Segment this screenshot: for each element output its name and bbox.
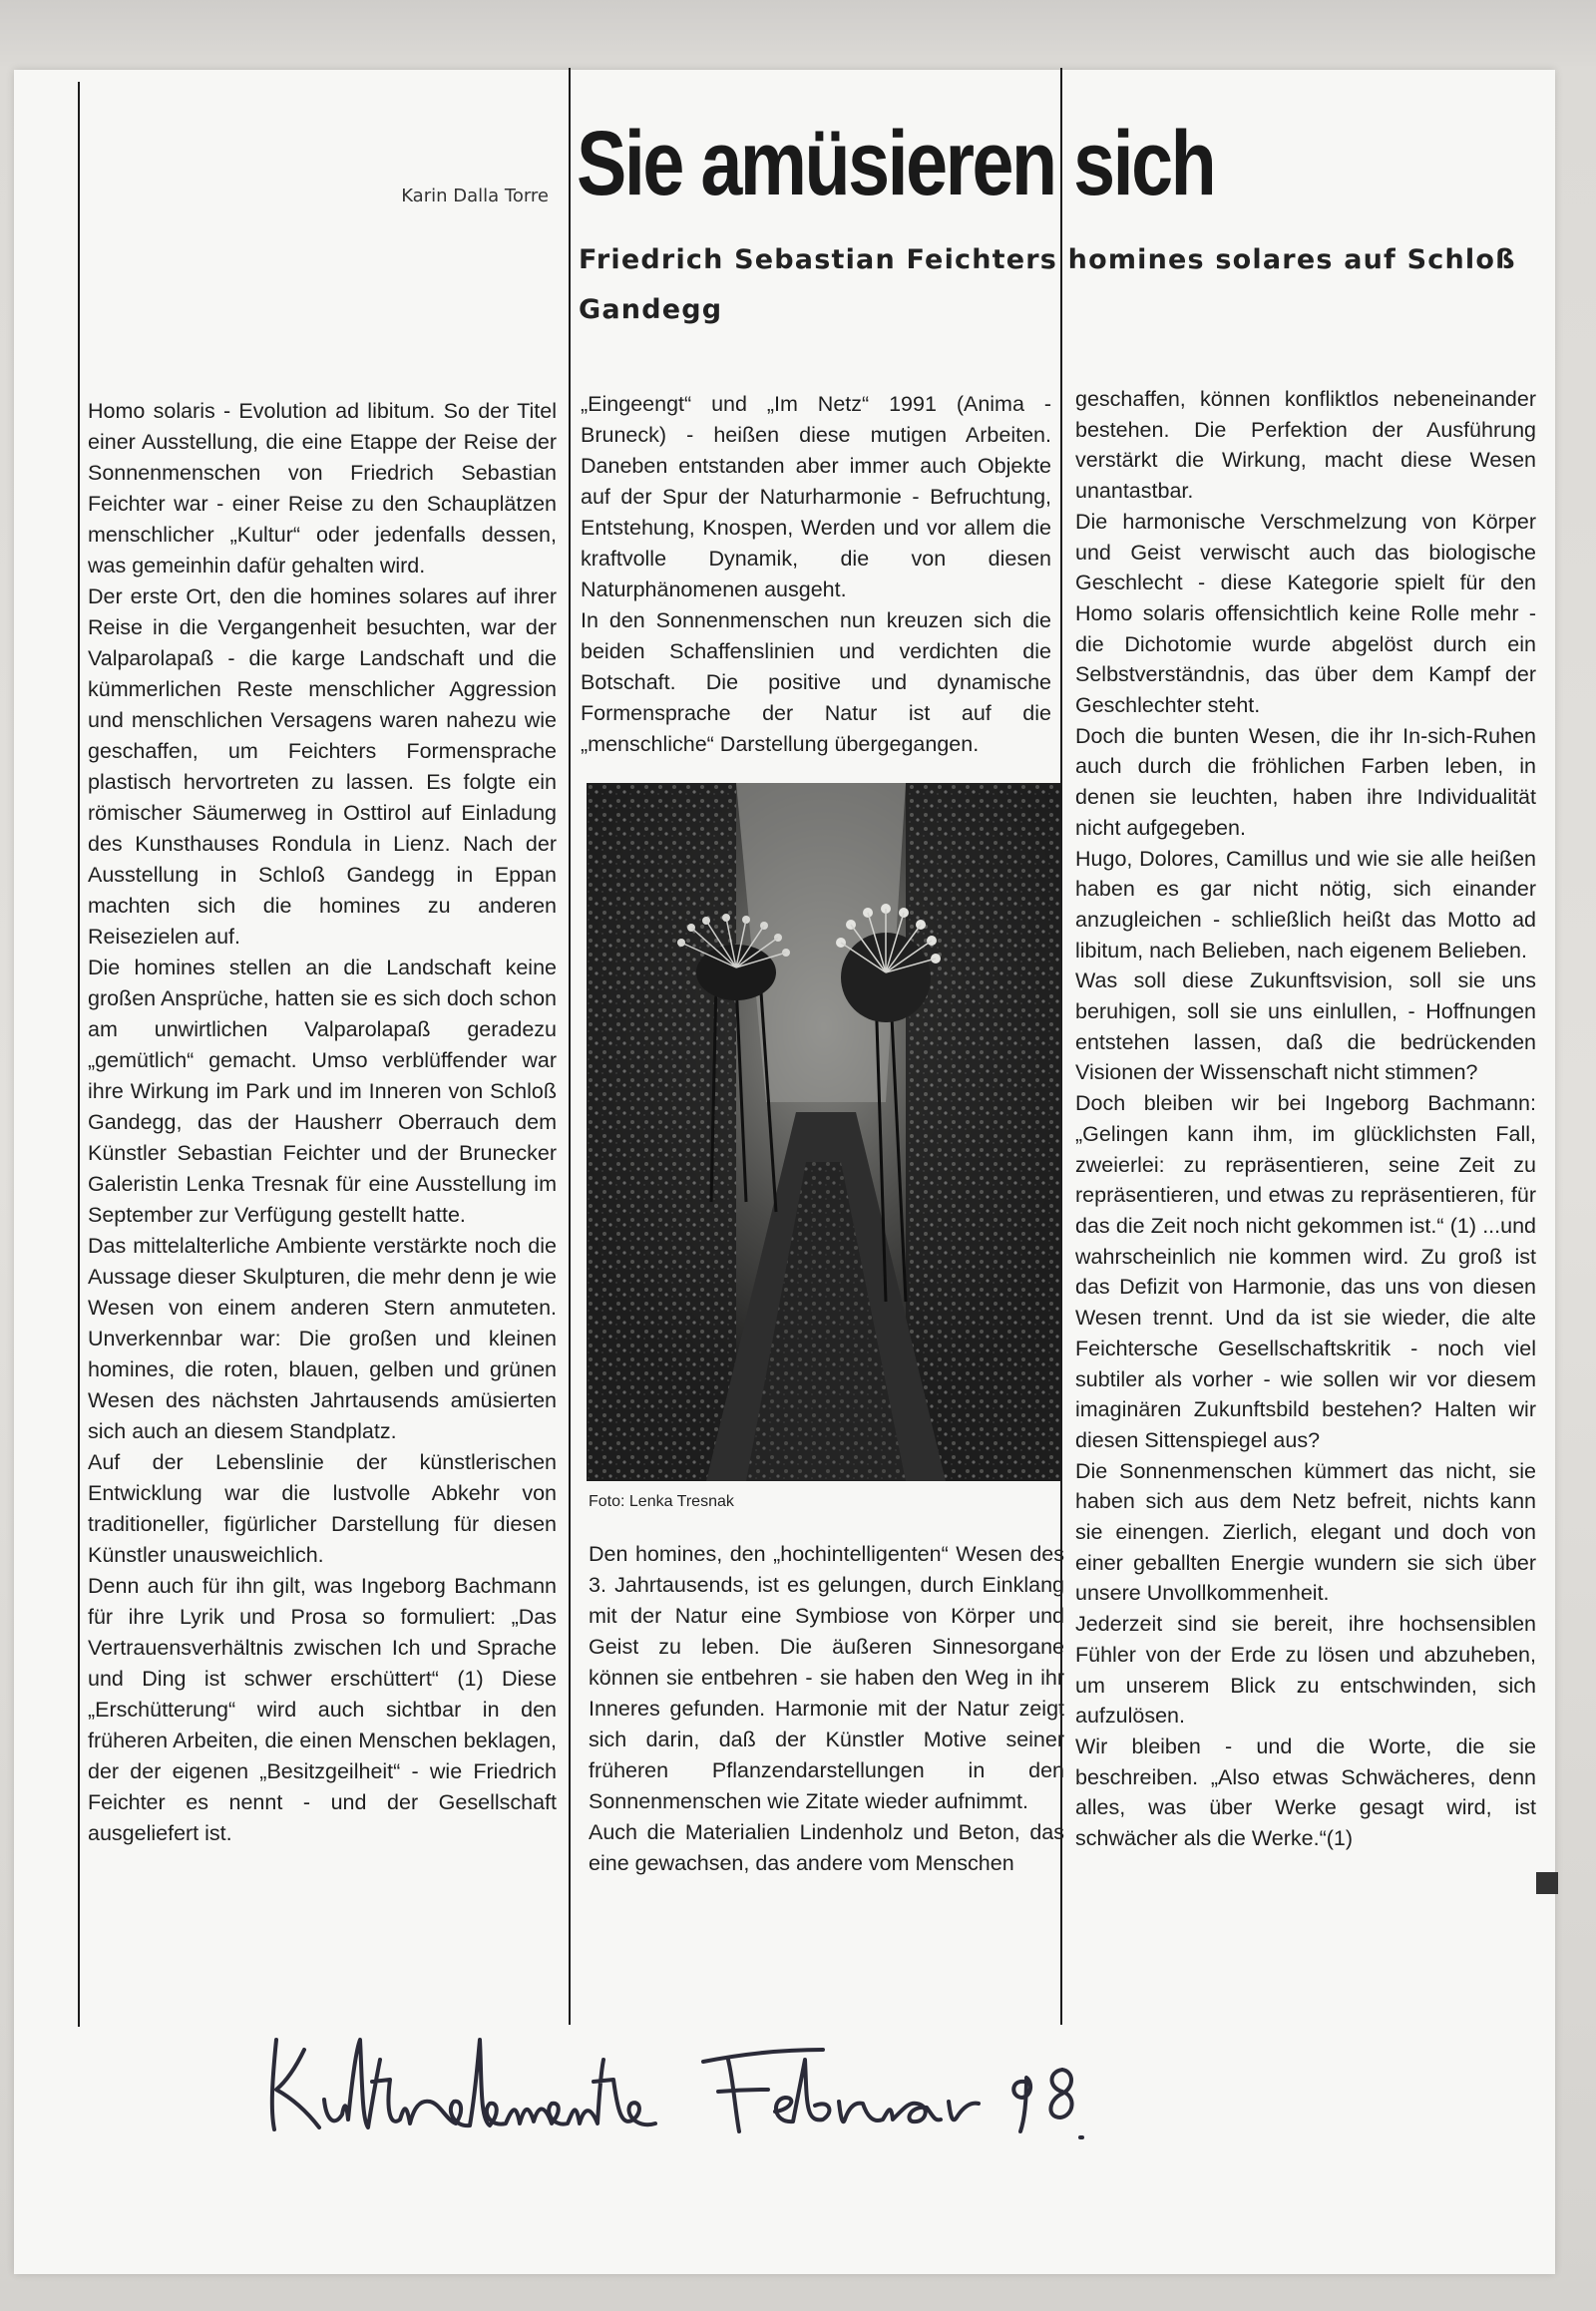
author-byline: Karin Dalla Torre: [401, 186, 549, 206]
subtitle: Friedrich Sebastian Feichters homines solares auf Schloß Gandegg: [579, 244, 1516, 325]
sculpture-photo-drawing: [587, 783, 1061, 1481]
paragraph: Den homines, den „hochintelligenten“ Wesen des 3. Jahrtausends, ist es gelungen, durch Einklang mit der Natur eine Symbiose von Körper und Geist zu leben. Die äußeren Sinnesorgane können sie entbehren - sie haben den Weg in ihr Inneres gefunden. Harmonie mit der Natur zeigt sich darin, daß der Künstler Motive seiner früheren Pflanzendarstellungen in den Sonnenmenschen wie Zitate wieder aufnimmt.: [589, 1542, 1064, 1813]
handwritten-signature-drawing: [264, 2020, 1162, 2169]
text-column-1: [88, 396, 557, 1849]
text-column-3: [1075, 384, 1536, 1854]
handwritten-note: [264, 2020, 1162, 2169]
end-mark-icon: [1536, 1872, 1558, 1894]
photo-caption: Foto: Lenka Tresnak: [589, 1493, 734, 1510]
paragraph: Die harmonische Verschmelzung von Körper und Geist verwischt auch das biologische Geschlecht - diese Kategorie spielt für den Homo solaris offensichtlich keine Rolle mehr - die Dichotomie wurde abgelöst durch ein Selbstverständnis, das über dem Kampf der Geschlechter steht.: [1075, 509, 1536, 718]
paragraph: Jederzeit sind sie bereit, ihre hochsensiblen Fühler von der Erde zu lösen und abzuheben, um unserem Blick zu entschwinden, sich aufzulösen.: [1075, 1612, 1536, 1729]
paragraph: Auch die Materialien Lindenholz und Beton, das eine gewachsen, das andere vom Menschen: [589, 1820, 1064, 1875]
column-rule-left: [78, 82, 80, 2027]
text-column-2-bottom: [589, 1539, 1064, 1879]
paragraph: Die Sonnenmenschen kümmert das nicht, sie haben sich aus dem Netz befreit, nichts kann sie einengen. Zierlich, elegant und doch von einer geballten Energie wundern sie sich über unsere Unvollkommenheit.: [1075, 1458, 1536, 1606]
column-rule-center-left: [569, 68, 571, 2025]
paragraph: Der erste Ort, den die homines solares auf ihrer Reise in die Vergangenheit besuchten, war der Valparolapaß - die karge Landschaft und die kümmerlichen Reste menschlicher Aggression und menschlichen Versagens waren nahezu wie geschaffen, um Feichters Formensprache plastisch hervortreten zu lassen. Es folgte ein römischer Säumerweg in Osttirol auf Einladung des Kunsthauses Rondula in Lienz. Nach der Ausstellung in Schloß Gandegg in Eppan machten sich die homines zu anderen Reisezielen auf.: [88, 584, 557, 949]
paragraph: „Eingeengt“ und „Im Netz“ 1991 (Anima - Bruneck) - heißen diese mutigen Arbeiten. Daneben entstanden aber immer auch Objekte auf der Spur der Naturharmonie - Befruchtung, Entstehung, Knospen, Werden und vor allem die kraftvolle Dynamik, die von diesen Naturphänomenen ausgeht.: [581, 392, 1051, 601]
sculpture-photo: [587, 783, 1061, 1481]
paragraph: Die homines stellen an die Landschaft keine großen Ansprüche, hatten sie es sich doch schon am unwirtlichen Valparolapaß geradezu „gemütlich“ gemacht. Umso verblüffender war ihre Wirkung im Park und im Inneren von Schloß Gandegg, das der Hausherr Oberrauch dem Künstler Sebastian Feichter und der Brunecker Galeristin Lenka Tresnak für eine Ausstellung im September zur Verfügung gestellt hatte.: [88, 956, 557, 1227]
headline: Sie amüsieren sich: [577, 113, 1215, 214]
paragraph: geschaffen, können konfliktlos nebeneinander bestehen. Die Perfektion der Ausführung verstärkt die Wirkung, macht diese Wesen unantastbar.: [1075, 387, 1536, 504]
paragraph: Was soll diese Zukunftsvision, soll sie uns beruhigen, soll sie uns einlullen, - Hoffnungen entstehen lassen, daß die bedrückenden Visionen der Wissenschaft nicht stimmen?: [1075, 968, 1536, 1085]
paragraph: Wir bleiben - und die Worte, die sie beschreiben. „Also etwas Schwächeres, denn alles, was über Werke gesagt wird, ist schwächer als die Werke.“(1): [1075, 1733, 1536, 1851]
paragraph: Doch bleiben wir bei Ingeborg Bachmann: „Gelingen kann ihm, im glücklichsten Fall, zweierlei: zu repräsentieren, seine Zeit zu repräsentieren, und etwas zu repräsentieren, für das die Zeit noch nicht gekommen ist.“ (1) ...und wahrscheinlich nie kommen wird. Zu groß ist das Defizit von Harmonie, das uns von diesen Wesen trennt. Und da ist sie wieder, die alte Feichtersche Gesellschaftskritik - noch viel subtiler als vorher - wie sollen wir vor diesem imaginären Zukunftsbild bestehen? Halten wir diesen Sittenspiegel aus?: [1075, 1091, 1536, 1452]
paragraph: Auf der Lebenslinie der künstlerischen Entwicklung war die lustvolle Abkehr von traditioneller, figürlicher Darstellung für diesen Künstler unausweichlich.: [88, 1450, 557, 1567]
text-column-2-top: [581, 389, 1051, 760]
paragraph: In den Sonnenmenschen nun kreuzen sich die beiden Schaffenslinien und verdichten die Botschaft. Die positive und dynamische Formensprache der Natur ist auf die „menschliche“ Darstellung übergegangen.: [581, 608, 1051, 756]
paragraph: Homo solaris - Evolution ad libitum. So der Titel einer Ausstellung, die eine Etappe der Reise der Sonnenmenschen von Friedrich Sebastian Feichter war - einer Reise zu den Schauplätzen menschlicher „Kultur“ oder jedenfalls dessen, was gemeinhin dafür gehalten wird.: [88, 399, 557, 578]
paragraph: Doch die bunten Wesen, die ihr In-sich-Ruhen auch durch die fröhlichen Farben leben, in denen sie leuchten, haben ihre Individualität nicht aufgegeben.: [1075, 723, 1536, 840]
paragraph: Das mittelalterliche Ambiente verstärkte noch die Aussage dieser Skulpturen, die mehr denn je wie Wesen von einem anderen Stern anmuteten. Unverkennbar war: Die großen und kleinen homines, die roten, blauen, gelben und grünen Wesen des nächsten Jahrtausends amüsierten sich auch an diesem Standplatz.: [88, 1234, 557, 1443]
paragraph: Denn auch für ihn gilt, was Ingeborg Bachmann für ihre Lyrik und Prosa so formuliert: „Das Vertrauensverhältnis zwischen Ich und Sprache und Ding ist schwer erschüttert“ (1) Diese „Erschütterung“ wird auch sichtbar in den früheren Arbeiten, die einen Menschen beklagen, der der eigenen „Besitzgeilheit“ - wie Friedrich Feichter es nennt - und der Gesellschaft ausgeliefert ist.: [88, 1574, 557, 1845]
paragraph: Hugo, Dolores, Camillus und wie sie alle heißen haben es gar nicht nötig, sich einander anzugleichen - schließlich heißt das Motto ad libitum, nach Belieben, nach eigenem Belieben.: [1075, 846, 1536, 963]
